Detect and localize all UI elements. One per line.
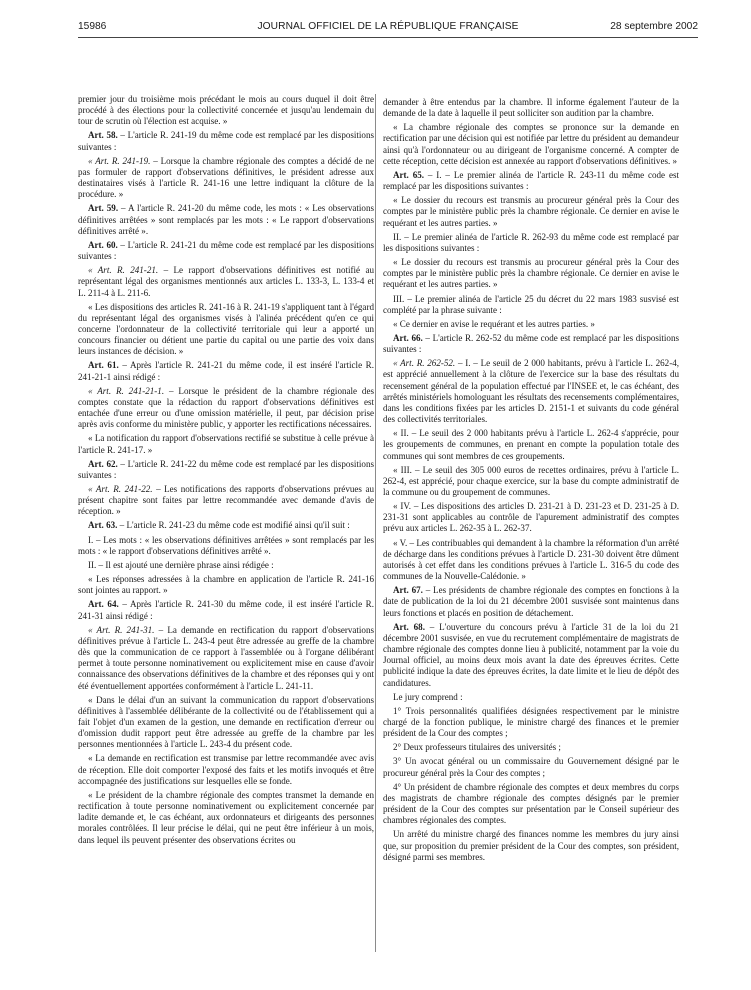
paragraph-text: I. – Les mots : « les observations définitives arrêtées » sont remplacés par les mots : « le rapport d'observations définitives arrêté ». [78,534,374,556]
paragraph-text: « II. – Le seuil des 2 000 habitants prévu à l'article L. 262-4 s'apprécie, pour les groupements de communes, en prenant en compte la population totale des communes qui sont membres de ces groupements. [383,428,679,461]
left-paragraph [78,265,374,298]
page-header [78,21,698,33]
right-paragraph [383,465,679,498]
article-number: Art. 68. [393,621,425,632]
paragraph-text: demander à être entendus par la chambre. Il informe également l'auteur de la demande de la date à laquelle il peut solliciter son audition par la chambre. [383,97,679,119]
paragraph-text: premier jour du troisième mois précédant le mois au cours duquel il doit être procédé à des élections pour la collectivité concernée et jusqu'au lendemain du tour de scrutin où l'élection est acquise. » [78,94,374,127]
left-paragraph [78,484,374,517]
column-separator [375,94,376,952]
paragraph-text: – L'article R. 262-52 du même code est remplacé par les dispositions suivantes : [383,332,679,355]
article-reference: « Art. R. 241-21. [88,265,159,276]
paragraph-text: 1° Trois personnalités qualifiées désignées respectivement par le ministre chargé de la fonction publique, le ministre chargé des finances et le premier président de la Cour des comptes ; [383,705,679,739]
left-column [78,94,374,849]
left-paragraph [78,130,374,152]
left-paragraph [78,386,374,431]
left-paragraph [78,599,374,621]
paragraph-text: II. – Il est ajouté une dernière phrase ainsi rédigée : [88,559,274,570]
left-paragraph [78,302,374,358]
paragraph-text: 4° Un président de chambre régionale des comptes et deux membres du corps des magistrats de chambre régionale des comptes désignés par le premier président de la Cour des comptes sur présentation par le Conseil supérieur des chambres régionales des comptes. [383,781,679,826]
right-paragraph [383,782,679,827]
paragraph-text: « IV. – Les dispositions des articles D. 231-21 à D. 231-23 et D. 231-25 à D. 231-31 sont applicables au contrôle de l'apurement administratif des comptes prévu aux articles L. 262-35 à L. 262-37. [383,501,679,534]
paragraph-text: III. – Le premier alinéa de l'article 25 du décret du 22 mars 1983 susvisé est complété par la phrase suivante : [383,293,679,315]
paragraph-text: – Le rapport d'observations définitives est notifié au représentant légal des organismes mentionnés aux articles L. 133-3, L. 133-4 et L. 211-4 à L. 211-6. [78,265,374,298]
article-reference: « Art. R. 241-31. [88,624,155,635]
right-paragraph [383,742,679,753]
right-paragraph [383,622,679,689]
left-paragraph [78,560,374,571]
article-number: Art. 60. [88,239,118,250]
right-paragraph [383,829,679,862]
paragraph-text: 3° Un avocat général ou un commissaire du Gouvernement désigné par le procureur général près la Cour des comptes ; [383,756,679,778]
article-number: Art. 67. [393,585,423,596]
paragraph-text: Le jury comprend : [393,691,463,702]
paragraph-text: – La demande en rectification du rapport d'observations définitives prévue à l'article L. 243-4 peut être adressée au greffe de la chambre dès que la communication de ce rapport à l'assemblée ou à l'organe délibérant permet à toute personne nominativement ou explicitement mise en cause d'avoir connaissance des observations définitives de la chambre et des réponses qui y ont été éventuellement apportées conformément à l'article L. 241-11. [78,624,375,691]
publication-date: 28 septembre 2002 [610,21,698,32]
article-number: Art. 65. [393,169,425,180]
left-paragraph [78,790,374,846]
paragraph-text: « La chambre régionale des comptes se prononce sur la demande en rectification par une décision qui est notifiée par lettre du président au demandeur ainsi qu'à l'ordonnateur ou au dirigeant de l'organisme concerné. A compter de cette réception, cette décision est annexée au rapport d'observations définitives. » [383,122,679,166]
paragraph-text: « Le dossier du recours est transmis au procureur général près la Cour des comptes par le ministère public près la chambre régionale. Ce dernier en avise le requérant et les autres parties. » [383,257,679,290]
right-paragraph [383,170,679,192]
paragraph-text: Un arrêté du ministre chargé des finances nomme les membres du jury ainsi que, sur proposition du premier président de la Cour des comptes, son président, désigné parmi ses membres. [383,829,679,862]
article-number: Art. 66. [393,332,423,343]
right-paragraph [383,538,679,583]
right-paragraph [383,585,679,618]
left-paragraph [78,433,374,455]
right-column [383,97,679,866]
paragraph-text: « V. – Les contribuables qui demandent à la chambre la réformation d'un arrêté de décharge dans les conditions prévues à l'article D. 231-30 doivent être dûment autorisés à cet effet dans les conditions prévues à l'article L. 316-5 du code des communes de la Nouvelle-Calédonie. » [383,537,679,582]
page-number: 15986 [78,21,107,32]
paragraph-text: – Lorsque la chambre régionale des comptes a décidé de ne pas formuler de rapport d'observations définitives, le président adresse aux destinataires visés à l'article R. 241-16 une lettre indiquant la clôture de la procédure. » [78,155,374,200]
paragraph-text: – L'article R. 241-21 du même code est remplacé par les dispositions suivantes : [78,239,374,262]
right-paragraph [383,756,679,778]
right-paragraph [383,319,679,330]
paragraph-text: « La notification du rapport d'observations rectifié se substitue à celle prévue à l'article R. 241-17. » [78,433,374,455]
paragraph-text: « Le dossier du recours est transmis au procureur général près la Cour des comptes par le ministère public près la chambre régionale. Ce dernier en avise le requérant et les autres parties. » [383,195,679,228]
article-number: Art. 61. [88,360,119,371]
paragraph-text: – L'article R. 241-22 du même code est remplacé par les dispositions suivantes : [78,458,374,480]
left-paragraph [78,459,374,481]
paragraph-text: – A l'article R. 241-20 du même code, les mots : « Les observations définitives arrêtées » sont remplacés par les mots : « Le rapport d'observations définitives arrêté ». [78,203,374,236]
article-number: Art. 59. [88,203,119,214]
paragraph-text: « La demande en rectification est transmise par lettre recommandée avec avis de réception. Elle doit comporter l'exposé des faits et les motifs invoqués et être accompagnée des justifications sur lesquelles elle se fonde. [78,753,374,786]
right-paragraph [383,692,679,703]
paragraph-text: « Les dispositions des articles R. 241-16 à R. 241-19 s'appliquent tant à l'égard du représentant légal des organismes visés à l'alinéa précédent qu'en ce qui concerne l'ordonnateur de la collectivité territoriale qui leur a apporté un concours financier ou détient une partie du capital ou une partie des voix dans leurs instances de décision. » [78,301,374,357]
paragraph-text: – I. – Le premier alinéa de l'article R. 243-11 du même code est remplacé par les dispositions suivantes : [383,169,679,192]
left-paragraph [78,94,374,127]
left-paragraph [78,360,374,382]
paragraph-text: « Dans le délai d'un an suivant la communication du rapport d'observations définitives à l'assemblée délibérante de la collectivité ou de l'établissement qui a fait l'objet d'un examen de la gestion, une demande en rectification d'erreur ou d'omission dudit rapport peut être adressée au greffe de la chambre par les personnes mentionnées à l'article L. 243-4 du présent code. [78,694,374,750]
paragraph-text: – Les présidents de chambre régionale des comptes en fonctions à la date de publication de la loi du 21 décembre 2001 susvisée sont maintenus dans leurs fonctions et placés en position de détachement. [383,585,679,618]
paragraph-text: – Après l'article R. 241-30 du même code, il est inséré l'article R. 241-31 ainsi rédigé : [78,599,374,621]
paragraph-text: – Les notifications des rapports d'observations prévues au présent chapitre sont faites par lettre recommandée avec demande d'avis de réception. » [78,484,374,517]
article-reference: « Art. R. 241-21-1. [88,385,165,396]
header-rule [78,37,698,38]
right-paragraph [383,122,679,167]
left-paragraph [78,520,374,531]
right-paragraph [383,257,679,290]
left-paragraph [78,695,374,751]
left-paragraph [78,574,374,596]
right-paragraph [383,97,679,119]
article-reference: « Art. R. 241-19. [88,155,151,166]
paragraph-text: – Après l'article R. 241-21 du même code, il est inséré l'article R. 241-21-1 ainsi rédigé : [78,360,374,382]
right-paragraph [383,294,679,316]
right-paragraph [383,232,679,254]
right-paragraph [383,358,679,425]
right-paragraph [383,195,679,228]
article-number: Art. 62. [88,458,118,469]
right-paragraph [383,501,679,534]
journal-title: JOURNAL OFFICIEL DE LA RÉPUBLIQUE FRANÇAISE [257,21,519,32]
right-paragraph [383,706,679,739]
paragraph-text: « Ce dernier en avise le requérant et les autres parties. » [393,318,595,329]
paragraph-text: « III. – Le seuil des 305 000 euros de recettes ordinaires, prévu à l'article L. 262-4, est apprécié, pour chaque exercice, sur la base du compte administratif de la commune ou du groupement de communes. [383,464,679,497]
article-reference: « Art. R. 241-22. [88,484,153,494]
left-paragraph [78,753,374,786]
article-number: Art. 63. [88,520,118,531]
paragraph-text: 2° Deux professeurs titulaires des universités ; [393,742,561,753]
paragraph-text: – Lorsque le président de la chambre régionale des comptes constate que la rédaction du rapport d'observations définitives est entachée d'une erreur ou d'une omission matérielle, il peut, par décision prise après avis conforme du ministère public, y apporter les rectifications nécessaires. [78,385,374,430]
paragraph-text: – L'article R. 241-19 du même code est remplacé par les dispositions suivantes : [78,130,374,152]
right-paragraph [383,428,679,461]
paragraph-text: « Le président de la chambre régionale des comptes transmet la demande en rectification à toute personne nominativement ou explicitement concernée par ladite demande et, le cas échéant, aux ordonnateurs et dirigeants des personnes morales contrôlées. Il leur précise le délai, qui ne peut être inférieur à un mois, dans lequel ils peuvent présenter des observations écrites ou [78,789,374,845]
paragraph-text: – L'article R. 241-23 du même code est modifié ainsi qu'il suit : [117,520,350,531]
paragraph-text: « Les réponses adressées à la chambre en application de l'article R. 241-16 sont jointes au rapport. » [78,574,374,596]
paragraph-text: – I. – Le seuil de 2 000 habitants, prévu à l'article L. 262-4, est apprécié annuellement à la clôture de l'exercice sur la base des résultats du recensement général de la population effectué par l'INSEE et, le cas échéant, des arrêtés ministériels homologuant les résultats des recensements complémentaires, dans les conditions fixées par les articles D. 2151-1 et suivants du code général des collectivités territoriales. [383,358,679,425]
left-paragraph [78,156,374,201]
paragraph-text: II. – Le premier alinéa de l'article R. 262-93 du même code est remplacé par les dispositions suivantes : [383,231,679,253]
article-number: Art. 64. [88,599,119,610]
left-paragraph [78,240,374,262]
article-reference: « Art. R. 262-52. [393,358,456,369]
left-paragraph [78,625,374,692]
left-paragraph [78,535,374,557]
article-number: Art. 58. [88,130,118,141]
paragraph-text: – L'ouverture du concours prévu à l'article 31 de la loi du 21 décembre 2001 susvisée, en vue du recrutement complémentaire de magistrats de chambre régionale des comptes donne lieu à publicité, notamment par la voie du Journal officiel, au moins deux mois avant la date des épreuves écrites. Cette publicité indique la date des épreuves écrites, la date limite et le lieu de dépôt des candidatures. [383,621,679,688]
left-paragraph [78,203,374,236]
right-paragraph [383,333,679,355]
